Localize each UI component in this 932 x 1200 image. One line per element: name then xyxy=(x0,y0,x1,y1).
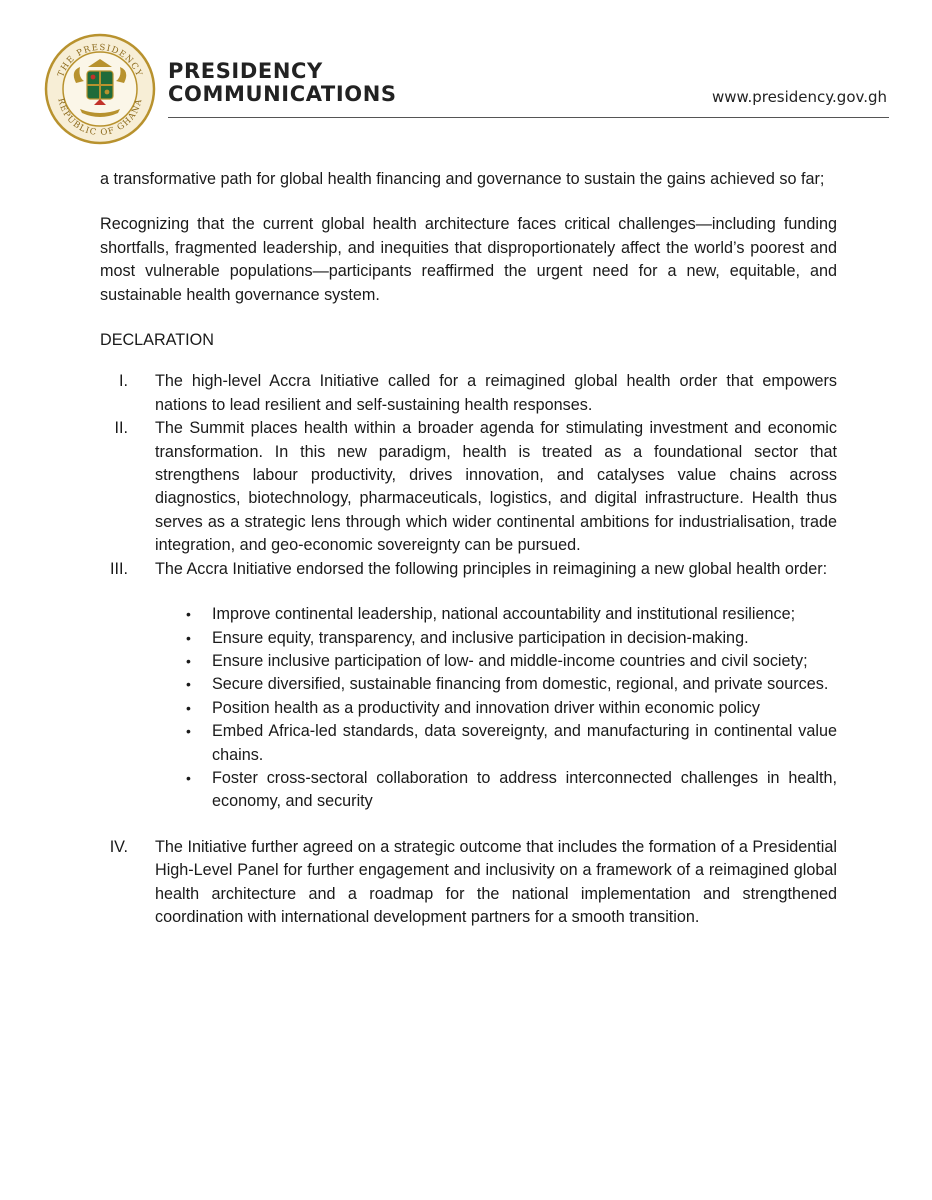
svg-text:REPUBLIC OF GHANA: REPUBLIC OF GHANA xyxy=(55,97,145,139)
list-item: • Secure diversified, sustainable financing from domestic, regional, and private sources. xyxy=(212,673,837,696)
bullet-icon: • xyxy=(186,652,191,669)
declaration-numeral: III. xyxy=(110,559,128,578)
organization-name xyxy=(168,60,397,106)
declaration-text: The Summit places health within a broader agenda for stimulating investment and economic transformation. In this new paradigm, health is treated as a foundational sector that strengthens labour productivity, drives innovation, and catalyses value chains across diagnostics, biotechnology, pharmaceuticals, logistics, and digital infrastructure. Health thus serves as a strategic lens through which wider continental ambitions for industrialisation, trade integration, and geo-economic sovereignty can be pursued. xyxy=(155,419,837,555)
bullet-icon: • xyxy=(186,769,191,786)
org-name-line-1: PRESIDENCY xyxy=(168,59,323,83)
org-name-line-2: COMMUNICATIONS xyxy=(168,82,397,106)
declaration-numeral: IV. xyxy=(109,837,128,856)
declaration-numeral: II. xyxy=(114,419,128,438)
declaration-text: The Initiative further agreed on a strategic outcome that includes the formation of a Presidential High-Level Panel for further engagement and inclusivity on a framework of a reimagined global health architecture and a roadmap for the national implementation and strengthened coordination with international development partners for a smooth transition. xyxy=(155,837,837,926)
letterhead xyxy=(0,0,932,150)
bullet-icon: • xyxy=(186,606,191,623)
bullet-icon: • xyxy=(186,699,191,716)
recognizing-paragraph: Recognizing that the current global health architecture faces critical challenges—including funding shortfalls, fragmented leadership, and inequities that disproportionately affect the world’s poorest and most vulnerable populations—participants reaffirmed the urgent need for a new, equitable, and sustainable health governance system. xyxy=(100,215,837,304)
declaration-heading: DECLARATION xyxy=(100,331,214,350)
intro-fragment: a transformative path for global health financing and governance to sustain the gains achieved so far; xyxy=(100,170,825,188)
svg-text:THE PRESIDENCY: THE PRESIDENCY xyxy=(56,42,144,79)
declaration-item xyxy=(100,417,837,557)
list-item: • Foster cross-sectoral collaboration to address interconnected challenges in health, economy, and security xyxy=(186,768,837,811)
list-item: • Embed Africa-led standards, data sovereignty, and manufacturing in continental value chains. xyxy=(186,722,837,764)
declaration-text: The high-level Accra Initiative called for a reimagined global health order that empowers nations to lead resilient and self-sustaining health responses. xyxy=(155,372,837,414)
declaration-item xyxy=(100,370,837,417)
declaration-item xyxy=(100,558,837,581)
header-divider xyxy=(168,117,889,118)
declaration-item xyxy=(100,836,837,930)
bullet-icon: • xyxy=(186,629,191,646)
list-item: • Ensure inclusive participation of low- and middle-income countries and civil society; xyxy=(212,650,837,673)
bullet-icon: • xyxy=(186,676,191,693)
principles-list xyxy=(100,603,837,814)
list-item: • Ensure equity, transparency, and inclusive participation in decision-making. xyxy=(212,627,837,650)
list-item: • Position health as a productivity and innovation driver within economic policy xyxy=(212,697,837,720)
website-url[interactable]: www.presidency.gov.gh xyxy=(712,88,887,106)
declaration-text: The Accra Initiative endorsed the following principles in reimagining a new global health order: xyxy=(155,559,828,578)
declaration-numeral: I. xyxy=(119,372,128,391)
presidency-seal-logo xyxy=(44,33,156,145)
bullet-icon: • xyxy=(186,723,191,740)
list-item: • Improve continental leadership, national accountability and institutional resilience; xyxy=(212,603,837,626)
document-body xyxy=(100,168,837,929)
